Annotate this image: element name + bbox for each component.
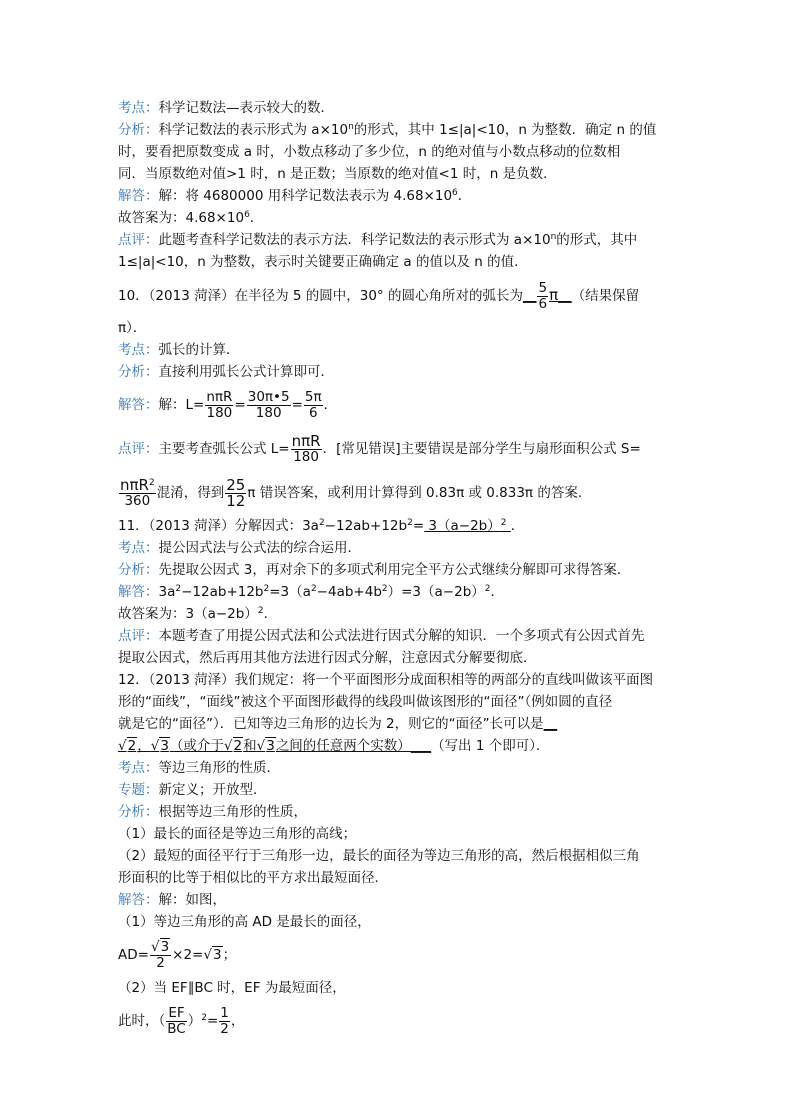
label-kaodian: 考点： xyxy=(118,100,159,116)
q12-fenxi-3: 形面积的比等于相似比的平方求出最短面径． xyxy=(118,870,388,886)
q10-stem: 10．（2013 菏泽）在半径为 5 的圆中，30° 的圆心角所对的弧长为__ $\frac{5}{6}$ π__（结果保留 xyxy=(118,279,640,312)
q9-fenxi-line-1: 分析：科学记数法的表示形式为 $a\times 10^n$的形式，其中 1≤|a|<10，n 为整数．确定 n 的值 xyxy=(118,122,657,138)
q12-stem-line-3: 就是它的“面径”）．已知等边三角形的边长为 2，则它的“面径”长可以是__ xyxy=(118,716,558,732)
q11-answer-blank: $3(a-2b)^2$ xyxy=(424,518,507,534)
q9-dianping-line-2: 1≤|a|<10，n 为整数，表示时关键要正确确定 a 的值以及 n 的值． xyxy=(118,254,528,270)
q12-answer-blank: √2，√3（或介于√2和√3之间的任意两个实数）___ xyxy=(118,738,432,754)
sqrt3-over-2-fraction: $\frac{√3}{2}$ xyxy=(150,938,170,971)
q10-stem-cont: π）． xyxy=(118,320,147,336)
label-jieda: 解答： xyxy=(118,188,159,204)
arc-length-formula: $\frac{\text{nπR}}{180}$ xyxy=(291,431,321,465)
label-dianping: 点评： xyxy=(118,232,159,248)
q12-kaodian: 考点：等边三角形的性质． xyxy=(118,760,280,776)
ef-over-bc-fraction: $\frac{EF}{BC}$ xyxy=(167,1004,186,1037)
arc-result-fraction: $\frac{5\pi}{6}$ xyxy=(304,388,322,421)
q11-jieda: 解答：$3a^2-12ab+12b^2=3(a^2-4ab+4b^2)=3(a-2b)^2$． xyxy=(118,584,505,600)
q11-dianping-line-2: 提取公因式，然后再用其他方法进行因式分解，注意因式分解要彻底． xyxy=(118,650,537,666)
q12-jieda-2: （2）当 EF∥BC 时，EF 为最短面径， xyxy=(118,980,346,996)
one-half-fraction: $\frac{1}{2}$ xyxy=(220,1004,229,1037)
q9-jieda: 解答：解：将 4680000 用科学记数法表示为 $4.68\times 10^6$． xyxy=(118,188,472,204)
arc-substituted-fraction: $\frac{30\pi•5}{180}$ xyxy=(247,388,290,421)
q9-dianping-line-1: 点评：此题考查科学记数法的表示方法．科学记数法的表示形式为 $a\times 10^n$的形式，其中 xyxy=(118,232,638,248)
q10-dianping-line-1: 点评：主要考查弧长公式 L= $\frac{\text{nπR}}{180}$ ．[常见错误]主要错误是部分学生与扇形面积公式 S= xyxy=(118,431,641,465)
q11-stem: 11．（2013 菏泽）分解因式：$3a^2-12ab+12b^2= 3(a-2b)^2$ ． xyxy=(118,518,525,534)
q10-answer-fraction: $\frac{5}{6}$ xyxy=(538,279,548,312)
q12-ratio-equation: 此时，（ $\frac{EF}{BC}$ ）$^2$= $\frac{1}{2}$ ， xyxy=(118,1004,245,1037)
q11-dianping-line-1: 点评：本题考查了用提公因式法和公式法进行因式分解的知识．一个多项式有公因式首先 xyxy=(118,628,645,644)
q10-answer-blank: __ $\frac{5}{6}$ π__ xyxy=(522,279,572,312)
q11-answer: 故答案为：$3(a-2b)^2$． xyxy=(118,606,278,622)
q10-kaodian: 考点：弧长的计算． xyxy=(118,342,240,358)
q12-fenxi-2: （2）最短的面径平行于三角形一边，最长的面径为等边三角形的高，然后根据相似三角 xyxy=(118,848,640,864)
q9-fenxi-line-2: 时，要看把原数变成 a 时，小数点移动了多少位，n 的绝对值与小数点移动的位数相 xyxy=(118,144,621,160)
q12-jieda-0: 解答：解：如图， xyxy=(118,892,226,908)
q9-kaodian: 考点：科学记数法—表示较大的数． xyxy=(118,100,334,116)
q10-jieda: 解答：解：L= $\frac{\text{nπR}}{180}$ = $\frac{30\pi•5}{180}$ = $\frac{5\pi}{6}$ ． xyxy=(118,388,338,421)
q10-dianping-line-2: $\frac{n\pi R^2}{360}$ 混淆，得到 $\frac{25}{12}$ π 错误答案，或利用计算得到 0.83π 或 0.833π 的答案． xyxy=(120,475,592,510)
wrong-answer-fraction: $\frac{25}{12}$ xyxy=(226,475,246,510)
q12-jieda-1: （1）等边三角形的高 AD 是最长的面径， xyxy=(118,914,371,930)
q11-kaodian: 考点：提公因式法与公式法的综合运用． xyxy=(118,540,361,556)
q12-ad-equation: AD= $\frac{√3}{2}$ ×2=√3； xyxy=(118,938,237,971)
label-fenxi: 分析： xyxy=(118,122,159,138)
q9-fenxi-line-3: 同．当原数绝对值>1 时，n 是正数；当原数的绝对值<1 时，n 是负数． xyxy=(118,166,557,182)
q10-fenxi: 分析：直接利用弧长公式计算即可． xyxy=(118,364,334,380)
q9-answer: 故答案为：$4.68\times 10^6$． xyxy=(118,210,264,226)
q12-zhuanti: 专题：新定义；开放型． xyxy=(118,782,267,798)
sector-area-formula: $\frac{n\pi R^2}{360}$ xyxy=(120,475,155,509)
q12-stem-line-2: 形的“面线”，“面线”被这个平面图形截得的线段叫做该图形的“面径”（例如圆的直径 xyxy=(118,694,613,710)
q12-fenxi-1: （1）最长的面径是等边三角形的高线； xyxy=(118,826,357,842)
q11-fenxi: 分析：先提取公因式 3，再对余下的多项式利用完全平方公式继续分解即可求得答案． xyxy=(118,562,631,578)
q12-answer-line: √2，√3（或介于√2和√3之间的任意两个实数）___（写出 1 个即可）． xyxy=(118,738,550,754)
arc-formula-fraction: $\frac{\text{nπR}}{180}$ xyxy=(206,388,233,421)
label-zhuanti: 专题： xyxy=(118,782,159,798)
document-page xyxy=(118,96,678,1042)
q12-fenxi-0: 分析：根据等边三角形的性质， xyxy=(118,804,307,820)
q12-stem-line-1: 12．（2013 菏泽）我们规定：将一个平面图形分成面积相等的两部分的直线叫做该平面图 xyxy=(118,672,654,688)
